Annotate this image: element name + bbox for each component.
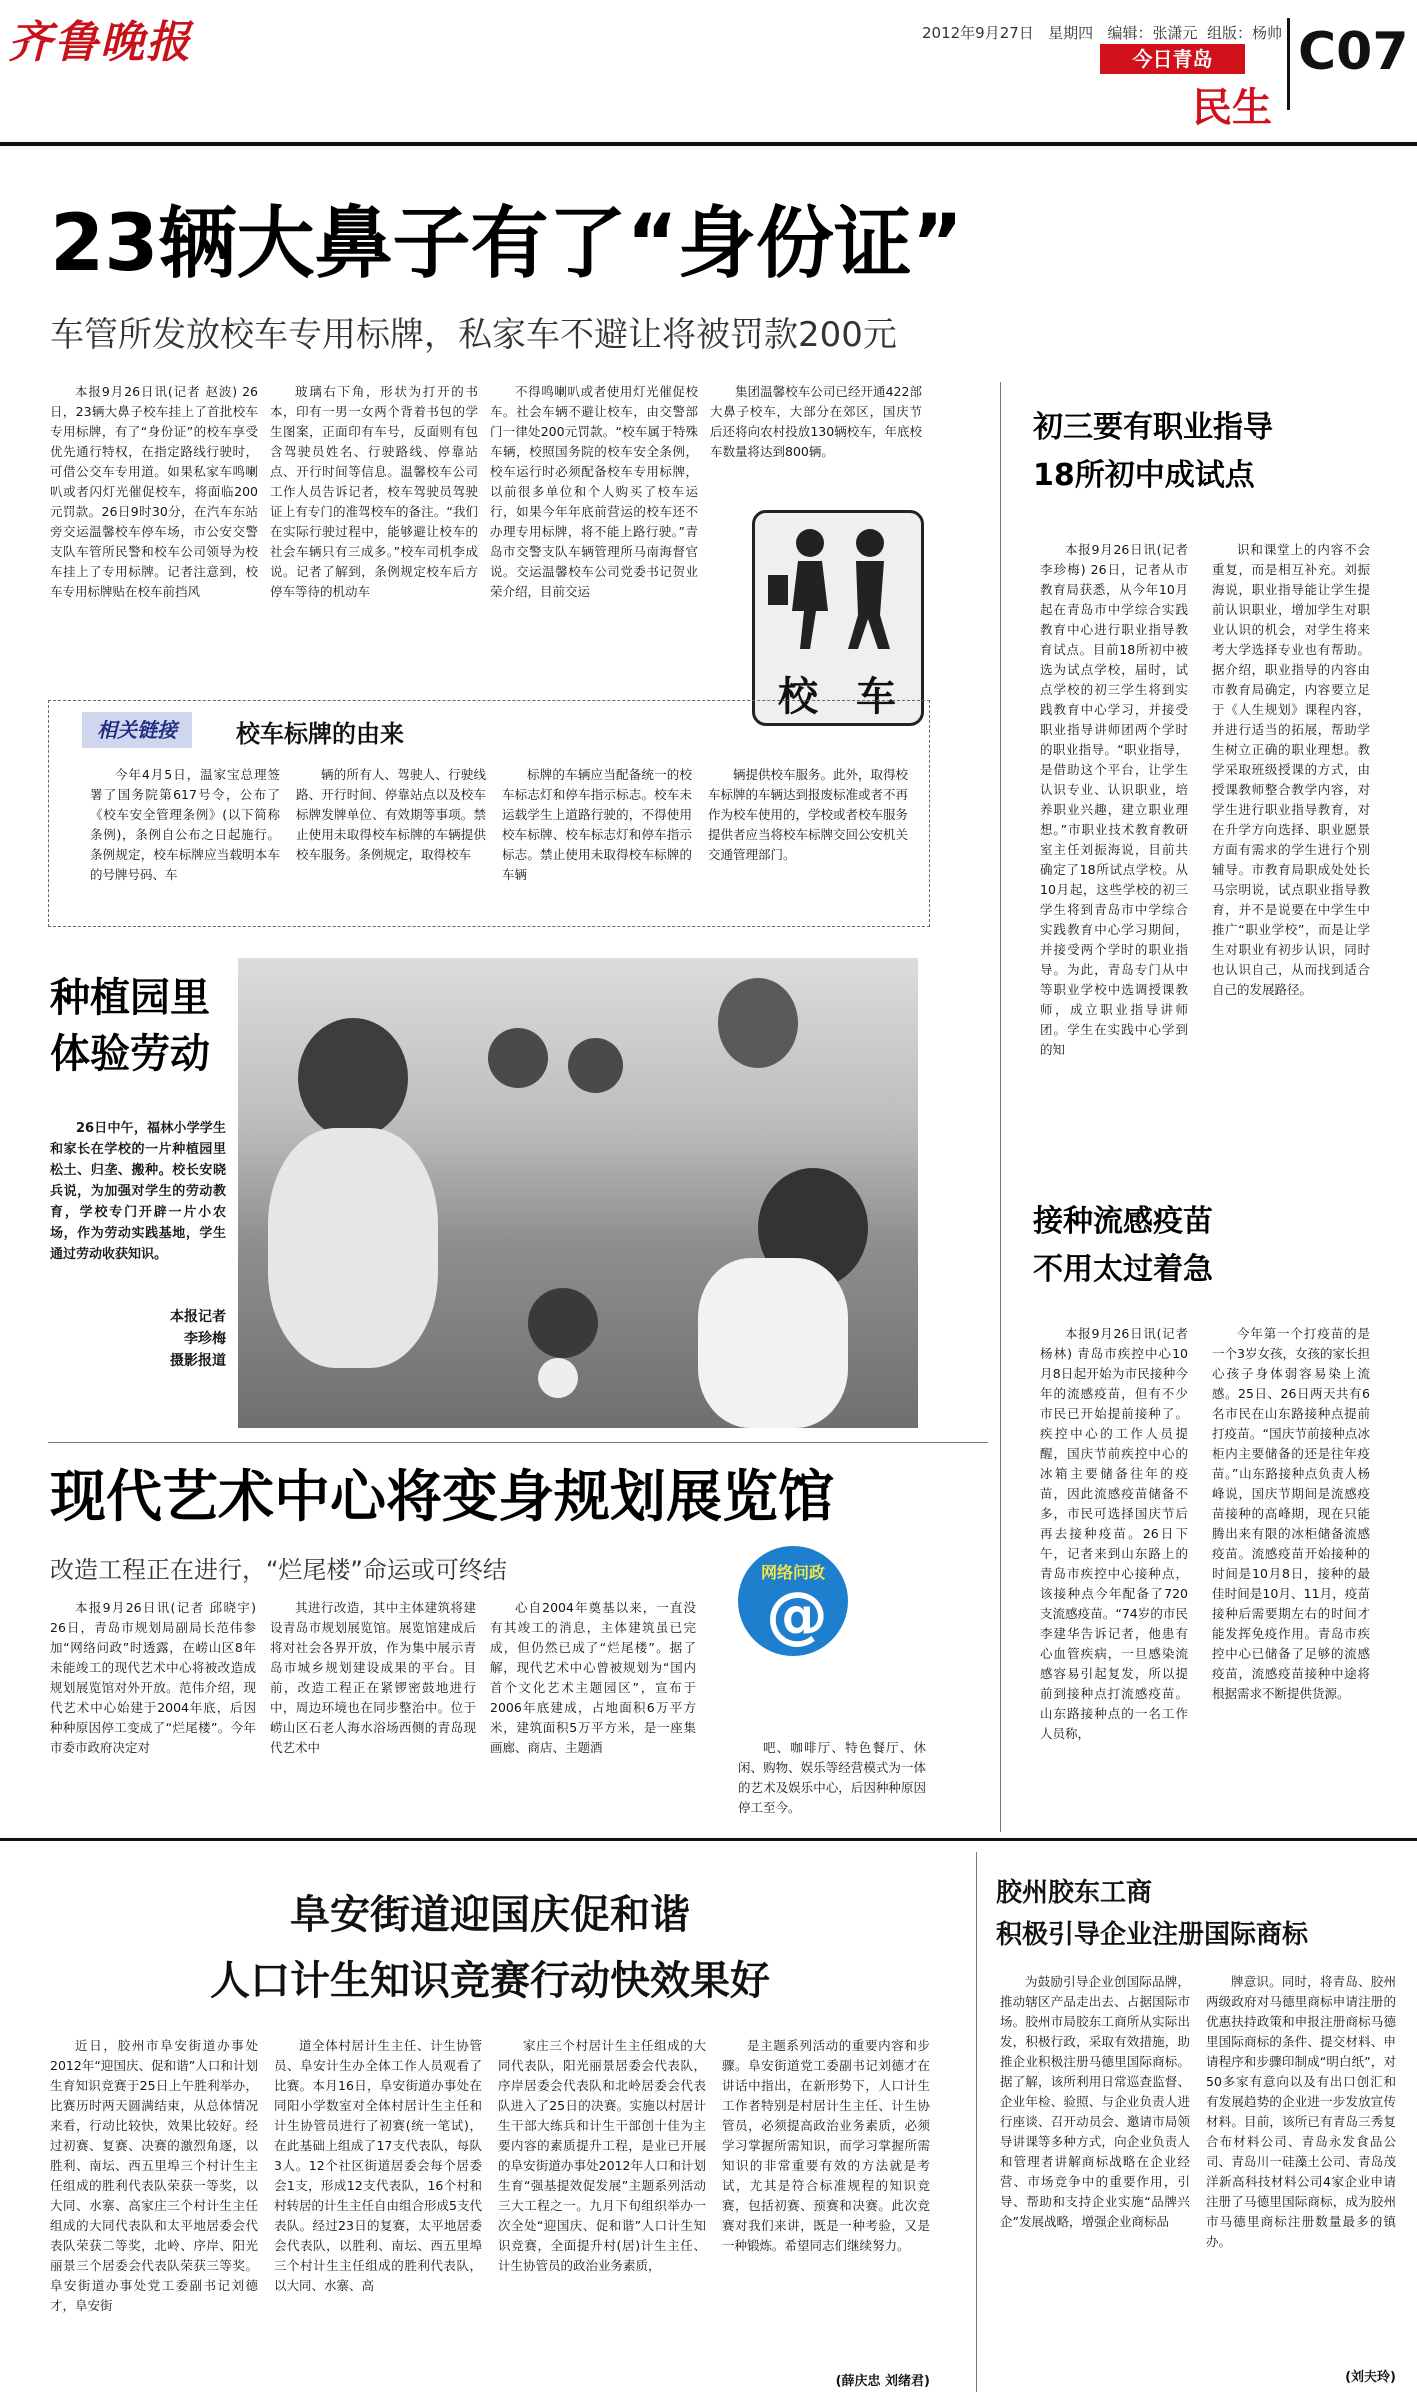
art-column-1 bbox=[50, 1598, 256, 1820]
header-info bbox=[922, 22, 1282, 43]
art-text-2: 其进行改造，其中主体建筑将建设青岛市规划展览馆。展览馆建成后将对社会各界开放，作为集中展示青岛市城乡规划建设成果的平台。目前，改造工程正在紧锣密鼓地进行中，周边环境也在同步整治中。位于崂山区石老人海水浴场西侧的青岛现代艺术中 bbox=[270, 1600, 476, 1755]
credit-line-2: 李珍梅 bbox=[184, 1331, 226, 1347]
garden-headline bbox=[50, 970, 210, 1082]
at-sign-icon: @ bbox=[766, 1578, 828, 1651]
fuan-column-4 bbox=[722, 2036, 930, 2366]
flu-column-1 bbox=[1040, 1324, 1188, 1824]
lead-subheadline: 车管所发放校车专用标牌，私家车不避让将被罚款200元 bbox=[50, 315, 897, 355]
credit-line-1: 本报记者 bbox=[170, 1309, 226, 1325]
page-number: C07 bbox=[1298, 22, 1409, 82]
related-column-2 bbox=[296, 765, 486, 915]
editor-credit: 编辑：张潇元 bbox=[1107, 24, 1198, 42]
flu-text-1: 本报9月26日讯(记者 杨林) 青岛市疾控中心10月8日起开始为市民接种今年的流感疫苗，但有不少市民已开始提前接种了。疾控中心的工作人员提醒，国庆节前疾控中心的冰箱主要储备往年的疫苗，因此流感疫苗储备不多，市民可选择国庆节后再去接种疫苗。26日下午，记者来到山东路上的青岛市疾控中心接种点，该接种点今年配备了720支流感疫苗。“74岁的市民李建华告诉记者，他患有心血管疾病，一旦感染流感容易引起复发，所以提前到接种点打流感疫苗。山东路接种点的一名工作人员称， bbox=[1040, 1326, 1188, 1741]
sign-char-right: 车 bbox=[856, 674, 896, 720]
lead-column-4 bbox=[710, 382, 922, 492]
trademark-text-1: 为鼓励引导企业创国际品牌，推动辖区产品走出去、占据国际市场。胶州市局胶东工商所从实际出发，积极行政，采取有效措施，助推企业积极注册马德里国际商标。据了解，该所利用日常巡查监督、企业年检、验照、与企业负责人进行座谈、召开动员会、邀请市局领导讲课等多种方式，向企业负责人和管理者讲解商标战略在企业经营、市场竞争中的重要作用，引导、帮助和支持企业实施“品牌兴企”发展战略，增强企业商标品 bbox=[1000, 1974, 1190, 2229]
art-text-3: 心自2004年奠基以来，一直没有其竣工的消息，主体建筑虽已完成，但仍然已成了“烂尾楼”。据了解，现代艺术中心曾被规划为“国内首个文化艺术主题园区”，宣布于2006年底建成，占地面积6万平方米，建筑面积5万平方米，是一座集画廊、商店、主题酒 bbox=[490, 1600, 696, 1755]
trademark-headline-line2: 积极引导企业注册国际商标 bbox=[996, 1920, 1309, 1950]
fuan-text-3: 家庄三个村居计生主任组成的大同代表队，阳光丽景居委会代表队，序岸居委会代表队和北岭居委会代表队进入了25日的决赛。实施以村居计生干部大练兵和计生干部创十佳为主要内容的素质提升工程，是业已开展的阜安街道办事处2012年人口和计划生育“强基提效促发展”主题系列活动三大工程之一。九月下旬组织举办一次全处“迎国庆、促和谐”人口计生知识竞赛，全面提升村(居)计生主任、计生协管员的政治业务素质， bbox=[498, 2038, 706, 2273]
header-vertical-divider bbox=[1287, 18, 1290, 110]
garden-caption-text: 26日中午，福林小学学生和家长在学校的一片种植园里松土、归垄、搬种。校长安晓兵说，为加强对学生的劳动教育，学校专门开辟一片小农场，作为劳动实践基地，学生通过劳动收获知识。 bbox=[50, 1121, 226, 1262]
related-text-2: 辆的所有人、驾驶人、行驶线路、开行时间、停靠站点以及校车标牌发牌单位、有效期等事项。禁止使用未取得校车标牌的车辆提供校车服务。条例规定，取得校车 bbox=[296, 767, 486, 862]
vocational-text-2: 识和课堂上的内容不会重复，而是相互补充。刘振海说，职业指导能让学生提前认识职业，增加学生对职业认识的机会，对学生将来考大学选择专业也有帮助。据介绍，职业指导的内容由市教育局确定，内容要立足于《人生规划》课程内容，并进行适当的拓展，帮助学生树立正确的职业理想。教学采取班级授课的方式，由授课教师整合教学内容，对学生进行职业指导教育，对在升学方向选择、职业愿景方面有需求的学生进行个别辅导。市教育局职成处处长马宗明说，试点职业指导教育，并不是说要在中学生中推广“职业学校”，而是让学生对职业有初步认识，同时也认识自己，从而找到适合自己的发展路径。 bbox=[1212, 542, 1370, 997]
trademark-headline bbox=[996, 1872, 1396, 1956]
vocational-headline bbox=[1033, 404, 1273, 500]
fuan-headline bbox=[50, 1882, 930, 2014]
fuan-text-2: 道全体村居计生主任、计生协管员、阜安计生办全体工作人员观看了比赛。本月16日，阜安街道办事处在同阳小学数室对全体村居计生主任和计生协管员进行了初赛(统一笔试)，在此基础上组成了17支代表队，每队3人。12个社区街道居委会每个居委会1支，形成12支代表队，16个村和村转居的计生主任自由组合形成5支代表队。经过23日的复赛，太平地居委会代表队，以胜利、南坛、西五里埠三个村计生主任组成的胜利代表队，以大同、水寨、高 bbox=[274, 2038, 482, 2293]
sign-char-left: 校 bbox=[778, 674, 818, 720]
issue-weekday: 星期四 bbox=[1048, 24, 1094, 42]
fuan-headline-line1: 阜安街道迎国庆促和谐 bbox=[290, 1892, 690, 1938]
vocational-column-1 bbox=[1040, 540, 1188, 1170]
related-text-1: 今年4月5日，温家宝总理签署了国务院第617号令，公布了《校车安全管理条例》(以下简称条例)，条例自公布之日起施行。条例规定，校车标牌应当载明本车的号牌号码、车 bbox=[90, 767, 280, 882]
lead-text-3: 不得鸣喇叭或者使用灯光催促校车。社会车辆不避让校车，由交警部门一律处200元罚款。“校车属于特殊车辆，校照国务院的校车安全条例，校车运行时必须配备校车专用标牌，以前很多单位和个人购买了校车运行，如果今年年底前营运的校车还不办理专用标牌，将不能上路行驶。”青岛市交警支队车辆管理所马南海督官说。交运温馨校车公司党委书记贺业荣介绍，目前交运 bbox=[490, 384, 698, 599]
school-bus-sign bbox=[752, 510, 918, 720]
web-politics-label: 网络问政 bbox=[760, 1563, 825, 1582]
related-column-1 bbox=[90, 765, 280, 915]
lead-column-2 bbox=[270, 382, 478, 714]
trademark-column-2 bbox=[1206, 1972, 1396, 2360]
garden-caption bbox=[50, 1118, 226, 1298]
trademark-credit: (刘夫玲) bbox=[1345, 2370, 1396, 2385]
vocational-headline-line2: 18所初中成试点 bbox=[1033, 458, 1255, 493]
vocational-headline-line1: 初三要有职业指导 bbox=[1033, 410, 1273, 445]
trademark-column-1 bbox=[1000, 1972, 1190, 2382]
school-bus-sign-image bbox=[752, 510, 924, 726]
related-text-3: 标牌的车辆应当配备统一的校车标志灯和停车指示标志。校车未运载学生上道路行驶的，不得使用校车标牌、校车标志灯和停车指示标志。禁止使用未取得校车标牌的车辆 bbox=[502, 767, 692, 882]
garden-photo-credit bbox=[110, 1306, 226, 1372]
fuan-credit: (薛庆忠 刘绪君) bbox=[835, 2374, 930, 2389]
layout-credit: 组版：杨帅 bbox=[1207, 24, 1283, 42]
right-column-divider bbox=[1000, 382, 1001, 1832]
art-text-1: 本报9月26日讯(记者 邱晓宇) 26日，青岛市规划局副局长范伟参加“网络问政”时透露，在崂山区8年未能竣工的现代艺术中心将被改造成规划展览馆对外开放。范伟介绍，现代艺术中心始建于2004年底，后因种种原因停工变成了“烂尾楼”。今年市委市政府决定对 bbox=[50, 1600, 256, 1755]
lead-text-4: 集团温馨校车公司已经开通422部大鼻子校车，大部分在郊区，国庆节后还将向农村投放130辆校车，年底校车数量将达到800辆。 bbox=[710, 384, 922, 459]
related-column-3 bbox=[502, 765, 692, 915]
garden-photo bbox=[238, 958, 918, 1428]
fuan-headline-line2: 人口计生知识竞赛行动快效果好 bbox=[210, 1958, 770, 2004]
trademark-text-2: 牌意识。同时，将青岛、胶州两级政府对马德里商标申请注册的优惠扶持政策和申报注册商标马德里国际商标的条件、提交材料、申请程序和步骤印制成“明白纸”，对50多家有意向以及有出口创汇和有发展趋势的企业进一步发放宣传材料。目前，该所已有青岛三秀复合布材料公司、青岛永发食品公司、青岛川一硅藻土公司、青岛茂洋新高科技材料公司4家企业申请注册了马德里国际商标，成为胶州市马德里商标注册数量最多的镇办。 bbox=[1206, 1974, 1396, 2249]
masthead-logo: 齐鲁晚报 bbox=[8, 17, 192, 68]
lead-headline: 23辆大鼻子有了“身份证” bbox=[50, 199, 964, 289]
lead-column-1 bbox=[50, 382, 258, 714]
bottom-right-divider bbox=[976, 1852, 977, 2392]
children-figures-icon bbox=[758, 519, 918, 659]
garden-headline-line1: 种植园里 bbox=[50, 975, 210, 1021]
flu-text-2: 今年第一个打疫苗的是一个3岁女孩，女孩的家长担心孩子身体弱容易染上流感。25日、26日两天共有6名市民在山东路接种点提前打疫苗。“国庆节前接种点冰柜内主要储备的还是往年疫苗。”山东路接种点负责人杨峰说，国庆节期间是流感疫苗接种的高峰期，现在只能腾出来有限的冰柜储备流感疫苗。流感疫苗开始接种的时间是10月8日，接种的最佳时间是10月、11月，疫苗接种后需要期左右的时间才能发挥免疫作用。青岛市疾控中心已储备了足够的流感疫苗，流感疫苗接种中途将根据需求不断提供货源。 bbox=[1212, 1326, 1370, 1701]
section-name: 民生 bbox=[1192, 85, 1272, 131]
trademark-headline-line1: 胶州胶东工商 bbox=[996, 1878, 1153, 1908]
fuan-column-2 bbox=[274, 2036, 482, 2391]
section-tab: 今日青岛 bbox=[1100, 44, 1245, 74]
art-column-2 bbox=[270, 1598, 476, 1820]
fuan-text-4: 是主题系列活动的重要内容和步骤。阜安街道党工委副书记刘德才在讲话中指出，在新形势下，人口计生工作者特别是村居计生主任、计生协管员，必须提高政治业务素质，必须学习掌握所需知识，而学习掌握所需知识的非常重要有效的方法就是考试，尤其是符合标准规程的知识竞赛，包括初赛、预赛和决赛。此次竞赛对我们来讲，既是一种考验，又是一种锻炼。希望同志们继续努力。 bbox=[722, 2038, 930, 2253]
art-headline: 现代艺术中心将变身规划展览馆 bbox=[50, 1465, 834, 1530]
art-column-4 bbox=[738, 1738, 926, 1820]
bottom-section-rule bbox=[0, 1838, 1417, 1841]
fuan-column-1 bbox=[50, 2036, 258, 2391]
flu-headline bbox=[1033, 1198, 1213, 1294]
related-link-title: 校车标牌的由来 bbox=[236, 720, 404, 748]
issue-date: 2012年9月27日 bbox=[922, 24, 1034, 42]
vocational-text-1: 本报9月26日讯(记者 李珍梅) 26日，记者从市教育局获悉，从今年10月起在青岛市中学综合实践教育中心进行职业指导教育试点。目前18所初中被选为试点学校，届时，试点学校的初三学生将到实践教育中心学习，并接受职业指导讲师团两个学时的职业指导。“职业指导，是借助这个平台，让学生认识专业、认识职业，培养职业兴趣，建立职业理想。”市职业技术教育教研室主任刘振海说，目前共确定了18所试点学校。从10月起，这些学校的初三学生将到青岛市中学综合实践教育中心学习期间，并接受两个学时的职业指导。为此，青岛专门从中等职业学校中选调授课教师，成立职业指导讲师团。学生在实践中心学到的知 bbox=[1040, 542, 1188, 1057]
related-column-4 bbox=[708, 765, 908, 915]
fuan-text-1: 近日，胶州市阜安街道办事处2012年“迎国庆、促和谐”人口和计划生育知识竞赛于25日上午胜利举办，比赛历时两天圆满结束，从总体情况来看，行动比较快，效果比较好。经过初赛、复赛、决赛的激烈角逐，以胜利、南坛、西五里埠三个村计生主任组成的胜利代表队荣获一等奖，以大同、水寨、高家庄三个村计生主任组成的大同代表队和太平地居委会代表队荣获二等奖，北岭、序岸、阳光丽景三个居委会代表队荣获三等奖。阜安街道办事处党工委副书记刘德才，阜安街 bbox=[50, 2038, 258, 2313]
art-column-3 bbox=[490, 1598, 696, 1820]
flu-headline-line1: 接种流感疫苗 bbox=[1033, 1204, 1213, 1239]
lead-column-3 bbox=[490, 382, 698, 714]
garden-headline-line2: 体验劳动 bbox=[50, 1031, 210, 1077]
art-top-divider bbox=[48, 1442, 988, 1443]
vocational-column-2 bbox=[1212, 540, 1370, 1170]
related-text-4: 辆提供校车服务。此外，取得校车标牌的车辆达到报废标准或者不再作为校车使用的，学校或者校车服务提供者应当将校车标牌交回公安机关交通管理部门。 bbox=[708, 767, 908, 862]
art-subheadline: 改造工程正在进行，“烂尾楼”命运或可终结 bbox=[50, 1556, 507, 1584]
lead-text-1: 本报9月26日讯(记者 赵波) 26日，23辆大鼻子校车挂上了首批校车专用标牌，有了“身份证”的校车享受优先通行特权，在指定路线行驶时，可借公交车专用道。如果私家车鸣喇叭或者闪灯光催促校车，将面临200元罚款。26日9时30分，在汽车东站旁交运温馨校车停车场，市公安交警支队车管所民警和校车公司领导为校车挂上了专用标牌。记者注意到，校车专用标牌贴在校车前挡风 bbox=[50, 384, 258, 599]
fuan-column-3 bbox=[498, 2036, 706, 2391]
art-text-4: 吧、咖啡厅、特色餐厅、休闲、购物、娱乐等经营模式为一体的艺术及娱乐中心，后因种种原因停工至今。 bbox=[738, 1740, 926, 1815]
credit-line-3: 摄影报道 bbox=[170, 1353, 226, 1369]
flu-column-2 bbox=[1212, 1324, 1370, 1824]
related-link-tag: 相关链接 bbox=[82, 712, 192, 748]
web-politics-badge bbox=[738, 1546, 848, 1656]
flu-headline-line2: 不用太过着急 bbox=[1033, 1252, 1213, 1287]
header-rule bbox=[0, 142, 1417, 146]
lead-text-2: 玻璃右下角，形状为打开的书本，印有一男一女两个背着书包的学生图案，正面印有车号，反面则有包含驾驶员姓名、行驶路线、停靠站点、开行时间等信息。温馨校车公司工作人员告诉记者，校车驾驶员驾驶证上有专门的准驾校车的备注。“我们在实际行驶过程中，能够避让校车的社会车辆只有三成多。”校车司机李成说。记者了解到，条例规定校车后方停车等待的机动车 bbox=[270, 384, 478, 599]
